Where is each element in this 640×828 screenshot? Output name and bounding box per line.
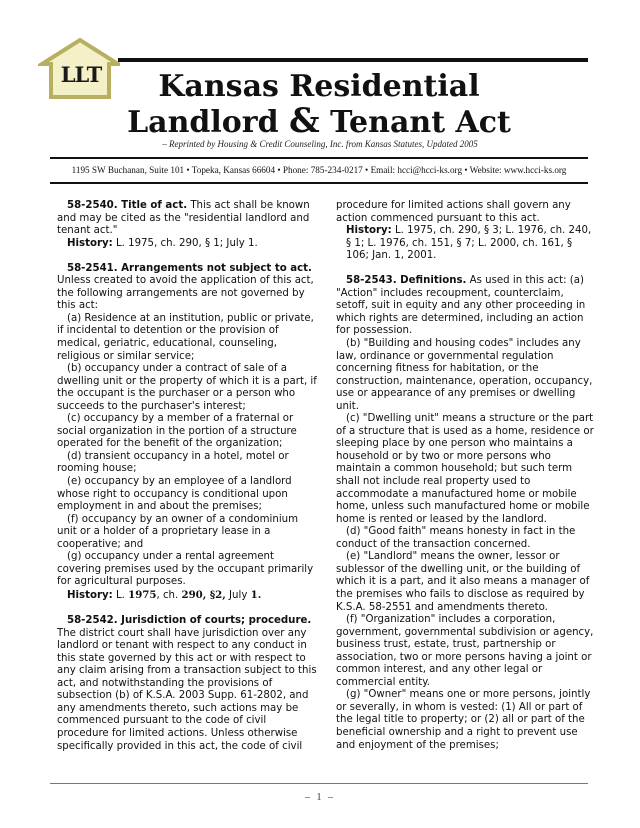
- section-58-2543: 58-2543. Definitions. As used in this act: (a) "Action" includes recoupment, counterclaim, setoff, suit in equity and any other proceeding in which rights are determined, including an action for possession.: [336, 275, 586, 337]
- history-58-2541: History: L. 1975, ch. 290, §2, July 1.: [67, 588, 262, 601]
- clause-g: (g) occupancy under a rental agreement covering premises used by the occupant primarily for agricultural purposes.: [57, 551, 314, 588]
- section-58-2542: 58-2542. Jurisdiction of courts; procedure. The district court shall have jurisdiction over any landlord or tenant with respect to any conduct in this state governed by this act or with respect to any claim arising from a transaction subject to this act, and notwithstanding the provisions of subsection (b) of K.S.A. 2003 Supp. 61-2802, and any amendments thereto, such actions may be commenced pursuant to the code of civil procedure for limited actions. Unless otherwise specifically provided in this act, the code of civil: [57, 615, 317, 752]
- clause-f: (f) occupancy by an owner of a condominium unit or a holder of a proprietary lease in a cooperative; and: [57, 513, 299, 550]
- section-58-2540: 58-2540. Title of act. This act shall be known and may be cited as the "residential landlord and tenant act.": [57, 200, 310, 237]
- footer-rule: [50, 783, 588, 784]
- page-title: [118, 70, 520, 140]
- left-column: [57, 200, 319, 753]
- definition-e: (e) "Landlord" means the owner, lessor or sublessor of the dwelling unit, or the building of which it is a part, and it also means a manager of the premises who fails to disclose as required by K.S.A. 58-2551 and amendments thereto.: [336, 551, 590, 613]
- section-58-2542-continued: procedure for limited actions shall govern any action commenced pursuant to this act.: [336, 200, 571, 224]
- page-number: – 1 –: [305, 792, 335, 803]
- title-line-2: Landlord & Tenant Act: [127, 101, 511, 141]
- title-line-1: Kansas Residential: [158, 69, 480, 104]
- clause-a: (a) Residence at an institution, public or private, if incidental to detention or the provision of medical, geriatric, educational, counseling, religious or similar service;: [57, 312, 314, 362]
- logo-text: LLT: [60, 62, 102, 87]
- clause-c: (c) occupancy by a member of a fraternal or social organization in the portion of a structure operated for the benefit of the organization;: [57, 413, 297, 450]
- section-58-2541: 58-2541. Arrangements not subject to act. Unless created to avoid the application of this act, the following arrangements are not governed by this act:: [57, 262, 314, 312]
- definition-g: (g) "Owner" means one or more persons, jointly or severally, in whom is vested: (1) All or part of the legal title to property; or (2) all or part of the beneficial ownership and a right to prevent use and enjoyment of the premises;: [336, 689, 591, 751]
- definition-b: (b) "Building and housing codes" includes any law, ordinance or governmental regulation concerning fitness for habitation, or the construction, maintenance, operation, occupancy, use or appearance of any premises or dwelling unit.: [336, 338, 593, 412]
- clause-d: (d) transient occupancy in a hotel, motel or rooming house;: [57, 450, 289, 475]
- subtitle: – Reprinted by Housing & Credit Counseling, Inc. from Kansas Statutes, Updated 2005: [162, 139, 478, 149]
- definition-c: (c) "Dwelling unit" means a structure or the part of a structure that is used as a home, residence or sleeping place by one person who maintains a household or by two or more persons who maintain a common household; but such term shall not include real property used to accommodate a manufactured home or mobile home, unless such manufactured home or mobile home is rented or leased by the landlord.: [336, 413, 594, 525]
- header-rule: [118, 58, 588, 62]
- contact-rule-top: [50, 157, 588, 159]
- history-58-2542: History: L. 1975, ch. 290, § 3; L. 1976, ch. 240, § 1; L. 1976, ch. 151, § 7; L. 2000, ch. 161, § 106; Jan. 1, 2001.: [346, 225, 592, 262]
- definition-d: (d) "Good faith" means honesty in fact in the conduct of the transaction concerned.: [336, 526, 576, 550]
- history-58-2540: History: L. 1975, ch. 290, § 1; July 1.: [67, 237, 258, 249]
- clause-b: (b) occupancy under a contract of sale of a dwelling unit or the property of which it is a part, if the occupant is the purchaser or a person who succeeds to the purchaser's interest;: [57, 363, 317, 412]
- contact-line: 1195 SW Buchanan, Suite 101 • Topeka, Kansas 66604 • Phone: 785-234-0217 • Email: hcci@hcci-ks.org • Website: www.hcci-ks.org: [71, 165, 567, 175]
- contact-rule-bottom: [50, 182, 588, 184]
- clause-e: (e) occupancy by an employee of a landlord whose right to occupancy is conditional upon employment in and about the premises;: [57, 476, 292, 513]
- right-column: [336, 200, 598, 752]
- definition-f: (f) "Organization" includes a corporation, government, governmental subdivision or agency, business trust, estate, trust, partnership or association, two or more persons having a joint or common interest, and any other legal or commercial entity.: [336, 614, 594, 688]
